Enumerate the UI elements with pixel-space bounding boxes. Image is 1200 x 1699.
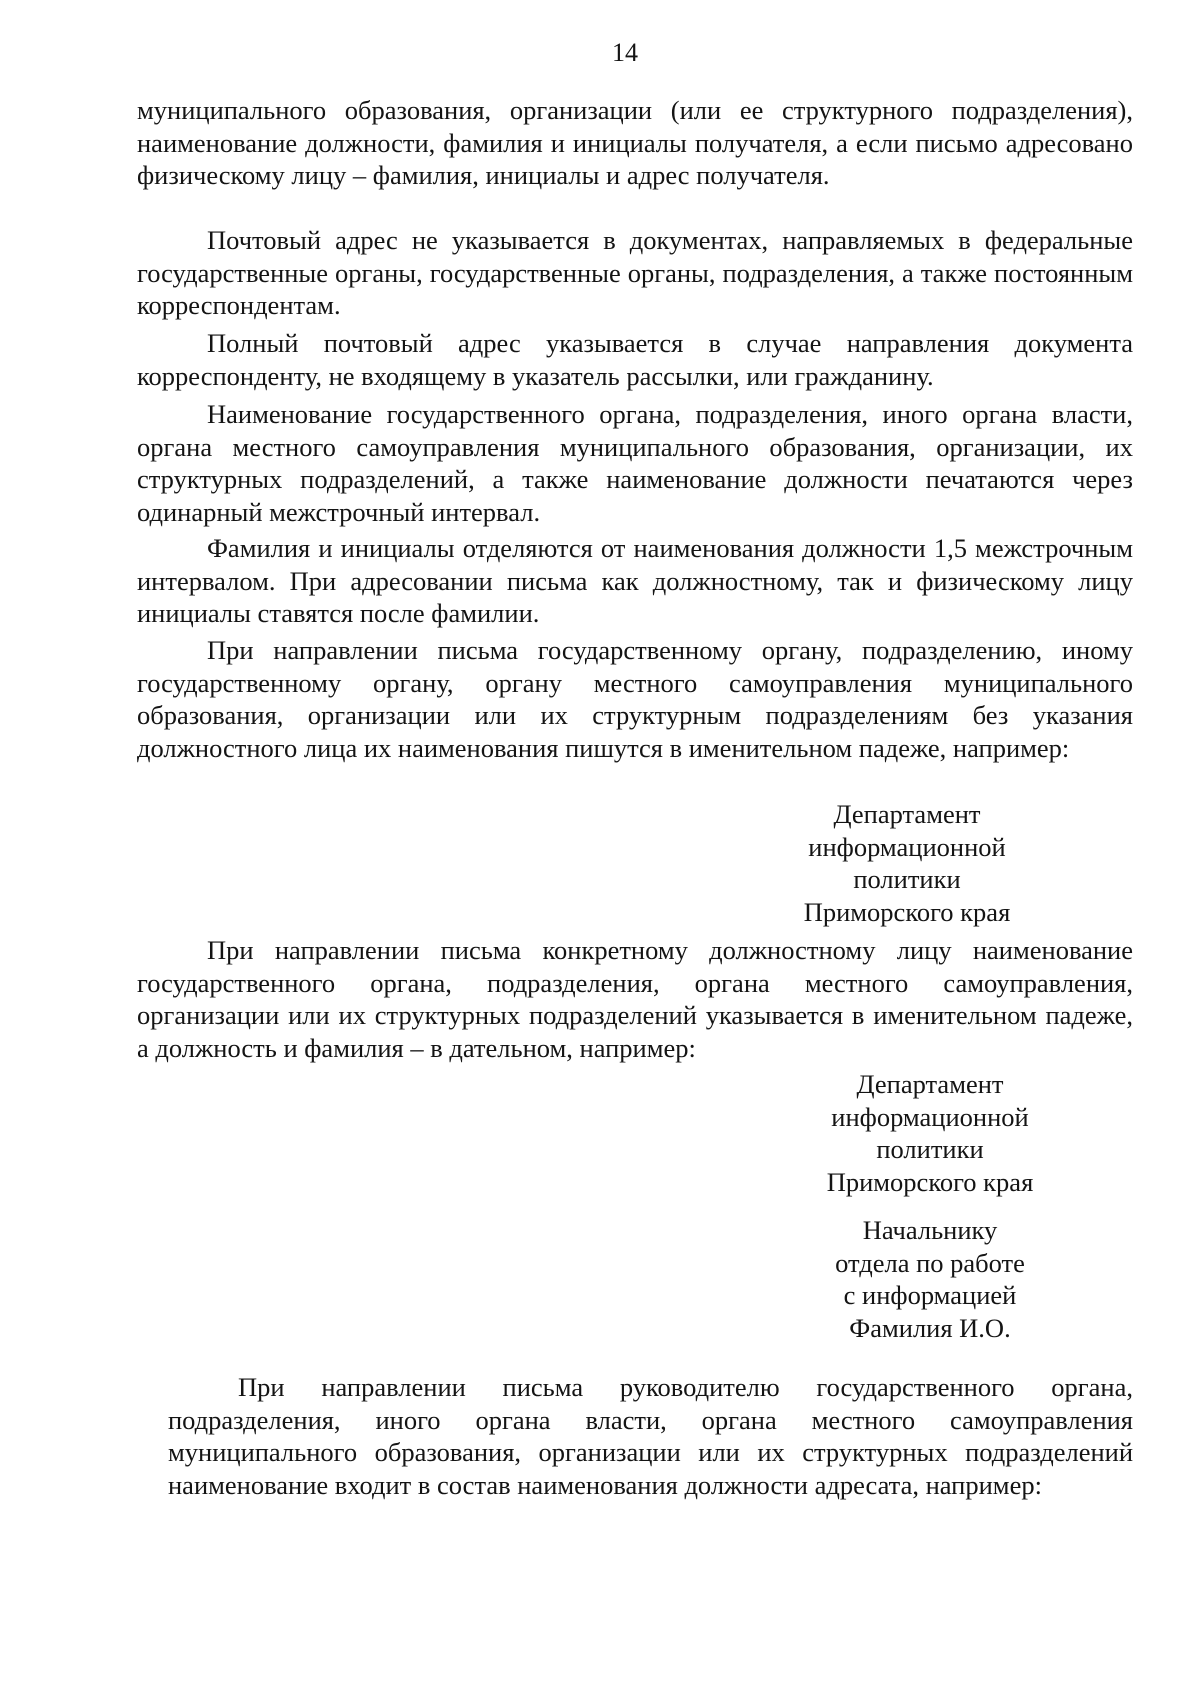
address-line: Приморского края	[826, 1166, 1034, 1197]
address-line: Департамент	[833, 799, 981, 829]
address-line: отдела по работе	[835, 1247, 1025, 1278]
address-line: политики	[853, 864, 961, 894]
address-line: Начальнику	[862, 1215, 998, 1245]
paragraph-postal-address-omitted: Почтовый адрес не указывается в документах, направляемых в федеральные государственные органы, государственные органы, подразделения, а также постоянным корреспондентам.	[137, 225, 1133, 320]
address-line: Приморского края	[803, 896, 1011, 927]
address-line: Фамилия И.О.	[849, 1312, 1011, 1343]
address-example-official	[815, 1214, 1045, 1344]
paragraph-full-postal-address: Полный почтовый адрес указывается в случае направления документа корреспонденту, не входящему в указатель рассылки, или гражданину.	[137, 328, 1133, 391]
paragraph-head-of-organization: При направлении письма руководителю государственного органа, подразделения, иного органа власти, органа местного самоуправления муниципального образования, организации или их структурных подразделений наименование входит в состав наименования должности адресата, например:	[168, 1372, 1133, 1500]
paragraph-single-spacing: Наименование государственного органа, подразделения, иного органа власти, органа местного самоуправления муниципального образования, организации, их структурных подразделений, а также наименование должности печатаются через одинарный межстрочный интервал.	[137, 399, 1133, 527]
paragraph-official-person: При направлении письма конкретному должностному лицу наименование государственного органа, подразделения, органа местного самоуправления, организации или их структурных подразделений указывается в именительном падеже, а должность и фамилия – в дательном, например:	[137, 935, 1133, 1063]
paragraph-name-spacing: Фамилия и инициалы отделяются от наименования должности 1,5 межстрочным интервалом. При адресовании письма как должностному, так и физическому лицу инициалы ставятся после фамилии.	[137, 533, 1133, 628]
address-example-department	[792, 798, 1022, 928]
paragraph-nominative-case: При направлении письма государственному органу, подразделению, иному государственному органу, органу местного самоуправления муниципального образования, организации или их структурным подразделениям без указания должностного лица их наименования пишутся в именительном падеже, например:	[137, 635, 1133, 763]
page-number: 14	[612, 38, 638, 67]
address-line: информационной	[831, 1101, 1029, 1132]
address-line: информационной	[808, 831, 1006, 862]
paragraph-recipient-details: муниципального образования, организации (или ее структурного подразделения), наименование должности, фамилия и инициалы получателя, а если письмо адресовано физическому лицу – фамилия, инициалы и адрес получателя.	[137, 95, 1133, 190]
address-line: Департамент	[856, 1069, 1004, 1099]
address-example-department-2	[815, 1068, 1045, 1198]
address-line: политики	[876, 1134, 984, 1164]
address-line: с информацией	[843, 1280, 1017, 1310]
